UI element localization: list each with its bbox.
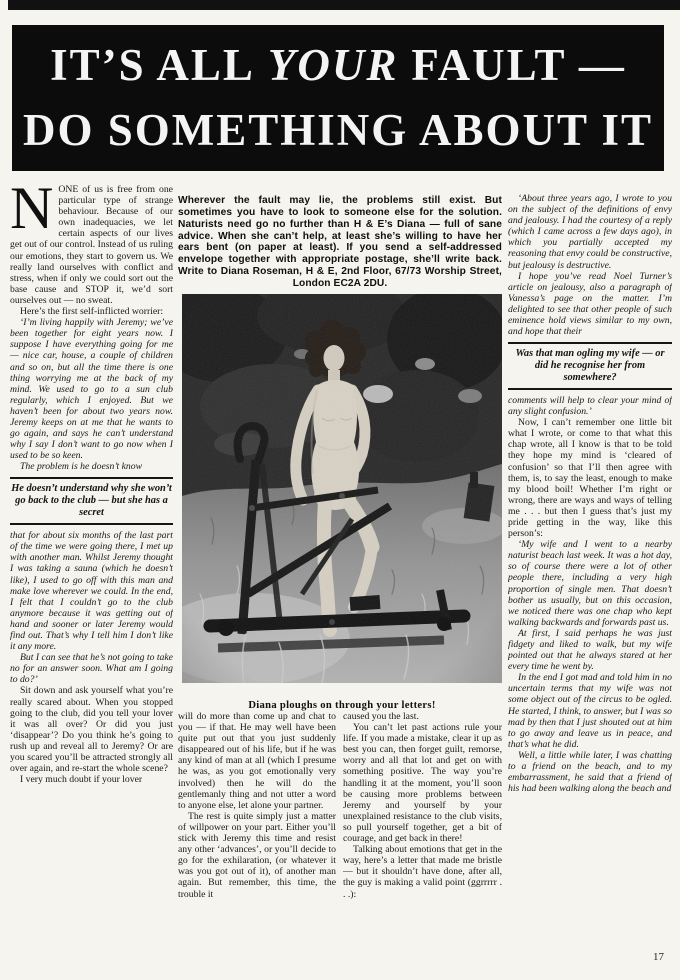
paragraph: Sit down and ask yourself what you’re really scared about. When you stopped going to the club, did you tell your lover it was all over? Or did you just ‘disappear’? Do you think he’s going to rush up and reveal all to Jeremy? Or are you scared you’ll be attracted strongly all over again, and re-start the whole scene? bbox=[10, 685, 173, 775]
letter-paragraph: comments will help to clear your mind of any slight confusion.’ bbox=[508, 394, 672, 418]
paragraph: You can’t let past actions rule your life. If you made a mistake, clear it up as best you can, then forget guilt, remorse, worry and all that lot and get on with something positive. The way you’re handling it at the moment, you’ll soon be causing more problems between Jeremy and yourself by your unexplained resistance to the club visits, so pull yourself together, get a bit of courage, and get back in there! bbox=[343, 722, 502, 845]
subhead-left: He doesn’t understand why she won’t go back to the club — but she has a secret bbox=[10, 477, 173, 525]
left-column bbox=[10, 184, 173, 944]
paragraph: Here’s the first self-inflicted worrier: bbox=[20, 306, 164, 318]
drop-cap: N bbox=[10, 184, 54, 241]
right-column bbox=[508, 193, 672, 945]
paragraph: Talking about emotions that get in the way, here’s a letter that made me bristle — but it shouldn’t have done, after all, the guy is making a valid point (ggrrrrr . . .): bbox=[343, 844, 502, 900]
page-number: 17 bbox=[653, 951, 664, 963]
middle-left-column bbox=[178, 711, 336, 947]
letter-paragraph: At first, I said perhaps he was just fidgety and liked to walk, but my wife pointed out that he always stared at her every time he went by. bbox=[508, 627, 672, 673]
photo-caption: Diana ploughs on through your letters! bbox=[248, 699, 436, 711]
letter-paragraph: The problem is he doesn’t know bbox=[20, 461, 143, 473]
headline-text: FAULT — bbox=[411, 40, 626, 90]
headline-banner bbox=[12, 25, 664, 171]
headline-line-1 bbox=[50, 40, 626, 90]
letter-paragraph: Well, a little while later, I was chatting to a friend on the beach, and to my embarrassment, he said that a friend of his had been walking along the beach and bbox=[508, 749, 672, 795]
paragraph: will do more than come up and chat to you — if that. He may well have been quite put out that you just suddenly disappeared out of his life, but if he was any kind of man at all (which I presume he was, as you got emotionally very involved) then he will do the gentlemanly thing and not utter a word to anyone else, let alone your partner. bbox=[178, 711, 336, 811]
letter-paragraph: ‘About three years ago, I wrote to you on the subject of the definitions of envy and jealousy. I had the courtesy of a reply (which I came across a few days ago), in which you partially accepted my reasoning that envy could be constructive, but jealousy is destructive. bbox=[508, 193, 672, 271]
photo-illustration bbox=[182, 294, 502, 683]
paragraph: The rest is quite simply just a matter of willpower on your part. Either you’ll stick with Jeremy this time and resist any other ‘advances’, or you’ll decide to go for the exhilaration, (or whatever it was you got out of it), of another man again. But remember, this time, the trouble it bbox=[178, 810, 336, 900]
letter-paragraph: ‘My wife and I went to a nearby naturist beach last week. It was a hot day, so of course there were a lot of other people there, including a very high proportion of single men. That doesn’t bother us usually, but on this occasion, we noticed there was one chap who kept walking backwards and forwards past us. bbox=[508, 539, 672, 628]
headline-text: IT’S ALL bbox=[50, 40, 255, 90]
letter-paragraph: In the end I got mad and told him in no uncertain terms that my wife was not some object out of the circus to be ogled. He started, I think, to answer, but I was so mad by then that I just shouted out at him to go away and leave us in peace, and that’s what he did. bbox=[508, 672, 672, 750]
headline-emphasis: YOUR bbox=[267, 40, 399, 90]
letter-paragraph: that for about six months of the last part of the time we were going there, I met up with another man. Whilst Jeremy thought I was taking a sauna (which he doesn’t like), I used to go off with this man and make love wherever we could. In the end, I felt that I couldn’t go to the club anymore because it was getting out of hand and sooner or later Jeremy would find out. That’s why I tell him I don’t like it any more. bbox=[10, 530, 173, 653]
subhead-right: Was that man ogling my wife — or did he recognise her from somewhere? bbox=[508, 342, 672, 390]
paragraph: I very much doubt if your lover bbox=[20, 774, 143, 786]
letter-paragraph: I hope you’ve read Noel Turner’s article on jealousy, also a paragraph of Vanessa’s page on the matter. I’m delighted to see that other people of such eminence hold views similar to my own, and hope that their bbox=[508, 270, 672, 338]
paragraph-text: ONE of us is free from one particular type of strange behaviour. Because of our own inadequacies, we let certain aspects of our lives get out of our control. Instead of us ruling our emotions, they start to govern us. We really land ourselves with conflict and stress, when if only we could sort out the base cause and STOP it, we’d sort ourselves out — no sweat. bbox=[10, 184, 173, 306]
paragraph: caused you the last. bbox=[343, 711, 419, 722]
photo-grain bbox=[182, 294, 502, 683]
scan-edge-strip bbox=[8, 0, 680, 10]
photo bbox=[182, 294, 502, 683]
letter-paragraph: ‘I’m living happily with Jeremy; we’ve been together for eight years now. I suppose I have everything going for me — nice car, house, a couple of children and so on, but all the time there is one thing worrying me at the back of my mind. We used to go to a sun club regularly, which I enjoyed. But we haven’t been for about two years now. Jeremy keeps on at me that he wants to go again, and says he can’t understand why I say I don’t want to go now when I used to be so keen. bbox=[10, 317, 173, 462]
middle-right-column bbox=[343, 711, 502, 947]
headline-line-2: DO SOMETHING ABOUT IT bbox=[22, 105, 654, 155]
intro-standfirst: Wherever the fault may lie, the problems still exist. But sometimes you have to look to someone else for the solution. Naturists need go no further than H & E’s Diana — full of sane advice. When she can’t help, at least she’s willing to have her ears bent (on paper at least). If you send a self-addressed envelope together with appropriate postage, she’ll write back. Write to Diana Roseman, H & E, 2nd Floor, 67/73 Worship Street, London EC2A 2DU. bbox=[178, 195, 502, 289]
letter-paragraph: But I can see that he’s not going to take no for an answer soon. What am I going to do?’ bbox=[10, 652, 173, 686]
paragraph bbox=[10, 184, 173, 306]
paragraph: Now, I can’t remember one little bit what I wrote, or come to that what this chap wrote, all I know is that to be told they hope my mind is ‘cleared of confusion’ so that I’ll then agree with them, is, to say the least, enough to make my blood boil! Whether I’m right or wrong, there are ways and ways of telling me . . . but then I guess that’s just my pride getting in the way, like this person’s: bbox=[508, 417, 672, 540]
